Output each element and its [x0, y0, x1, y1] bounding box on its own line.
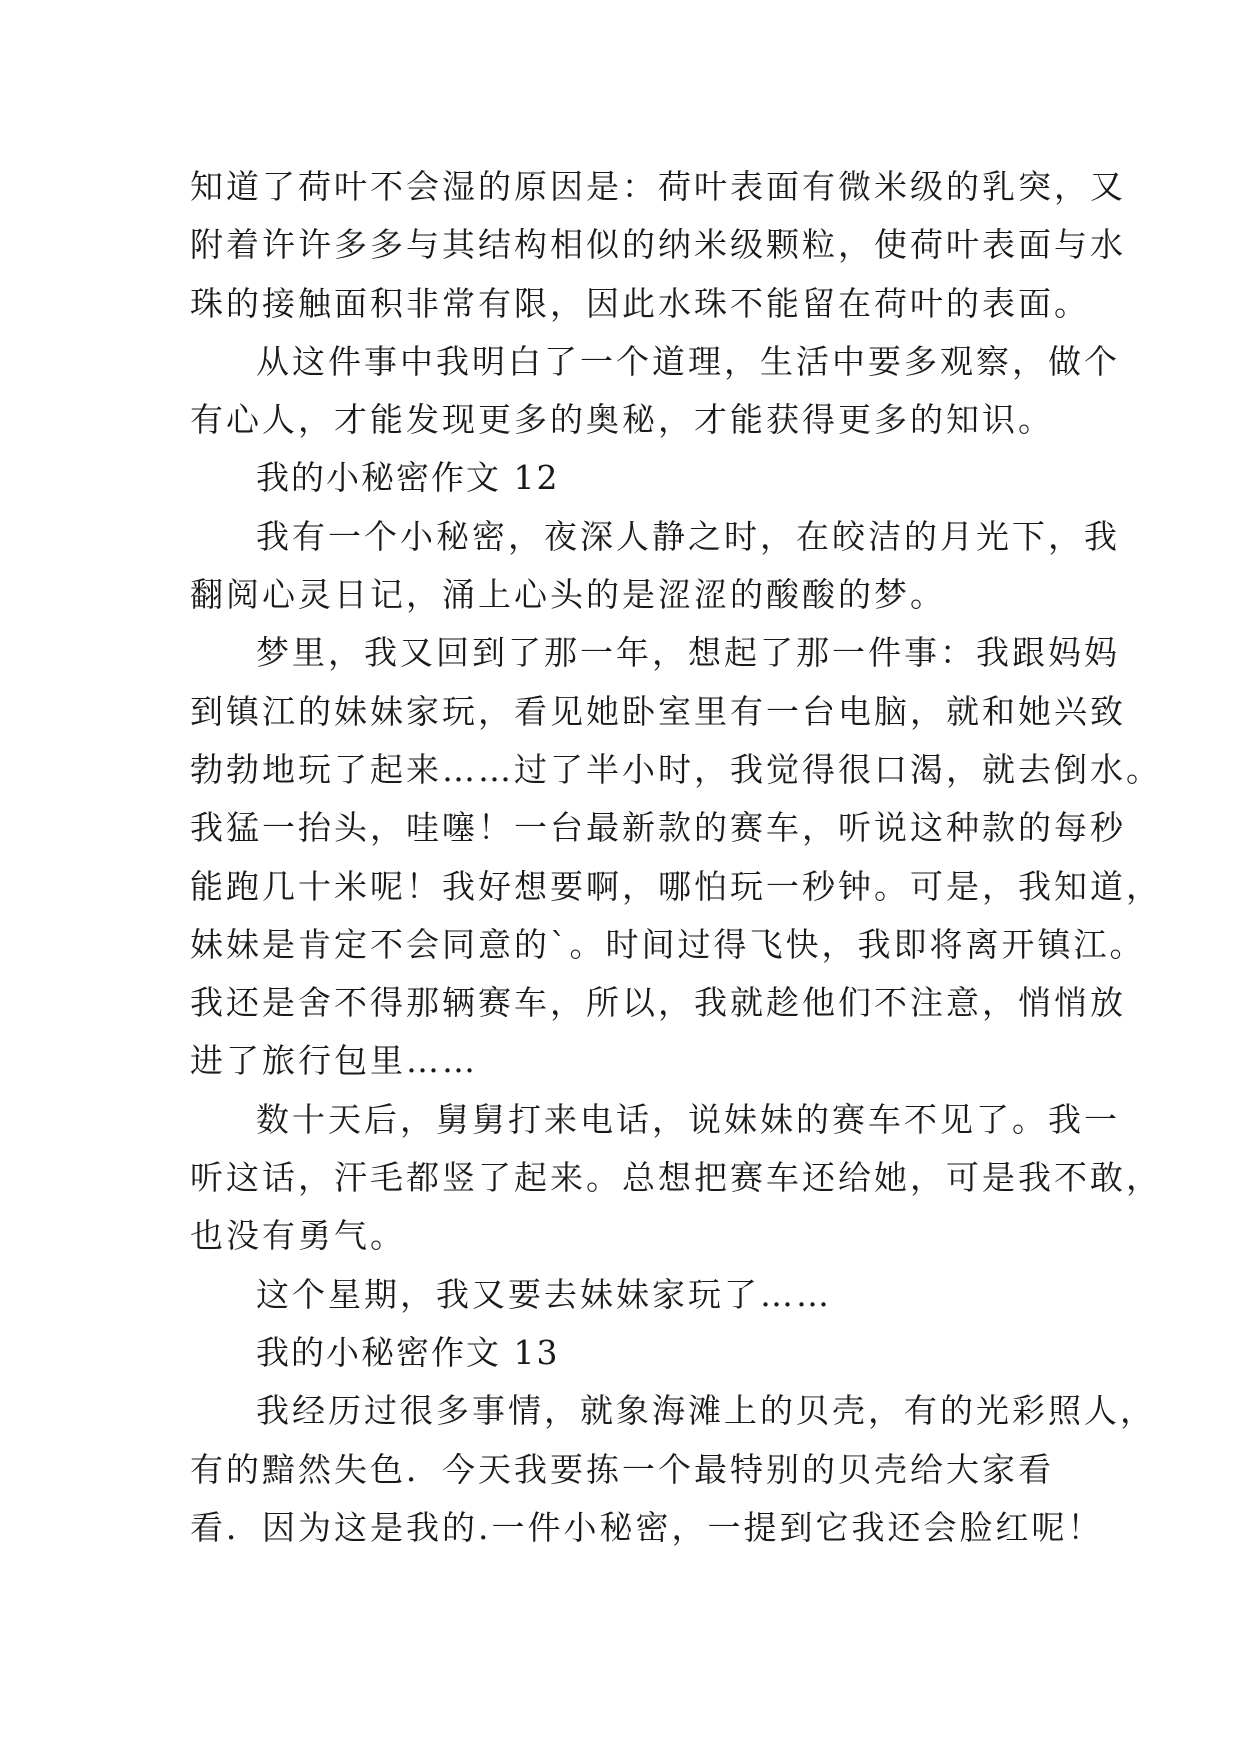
text-line: 勃勃地玩了起来……过了半小时，我觉得很口渴，就去倒水。 — [190, 749, 1162, 789]
text-line: 有的黯然失色．今天我要拣一个最特别的贝壳给大家看 — [190, 1449, 1054, 1489]
text-line: 翻阅心灵日记，涌上心头的是涩涩的酸酸的梦。 — [190, 575, 946, 615]
paragraph-start-line: 这个星期，我又要去妹妹家玩了…… — [256, 1274, 832, 1314]
document-body — [190, 158, 1162, 1557]
paragraph-start-line: 数十天后，舅舅打来电话，说妹妹的赛车不见了。我一 — [256, 1099, 1120, 1139]
text-line: 妹妹是肯定不会同意的`。时间过得飞快，我即将离开镇江。 — [190, 924, 1146, 964]
text-line: 我猛一抬头，哇噻！一台最新款的赛车，听说这种款的每秒 — [190, 808, 1126, 848]
paragraph-start-line: 我经历过很多事情，就象海滩上的贝壳，有的光彩照人， — [256, 1391, 1156, 1431]
text-line: 到镇江的妹妹家玩，看见她卧室里有一台电脑，就和她兴致 — [190, 691, 1126, 731]
paragraph-start-line: 我有一个小秘密，夜深人静之时，在皎洁的月光下，我 — [256, 516, 1120, 556]
text-line: 听这话，汗毛都竖了起来。总想把赛车还给她，可是我不敢， — [190, 1158, 1162, 1198]
paragraph-start-line: 梦里，我又回到了那一年，想起了那一件事：我跟妈妈 — [256, 633, 1120, 673]
text-line: 能跑几十米呢！我好想要啊，哪怕玩一秒钟。可是，我知道， — [190, 866, 1162, 906]
paragraph-start-line: 从这件事中我明白了一个道理，生活中要多观察，做个 — [256, 341, 1120, 381]
section-heading-12: 我的小秘密作文 12 — [256, 458, 560, 498]
section-heading-13: 我的小秘密作文 13 — [256, 1332, 560, 1372]
text-line: 我还是舍不得那辆赛车，所以，我就趁他们不注意，悄悄放 — [190, 983, 1126, 1023]
text-line: 附着许许多多与其结构相似的纳米级颗粒，使荷叶表面与水 — [190, 225, 1126, 265]
text-line: 也没有勇气。 — [190, 1216, 406, 1256]
text-line: 看．因为这是我的.一件小秘密，一提到它我还会脸红呢！ — [190, 1507, 1104, 1547]
text-line: 珠的接触面积非常有限，因此水珠不能留在荷叶的表面。 — [190, 283, 1090, 323]
text-line: 进了旅行包里…… — [190, 1041, 478, 1081]
text-line: 有心人，才能发现更多的奥秘，才能获得更多的知识。 — [190, 400, 1054, 440]
text-line: 知道了荷叶不会湿的原因是：荷叶表面有微米级的乳突，又 — [190, 167, 1126, 206]
